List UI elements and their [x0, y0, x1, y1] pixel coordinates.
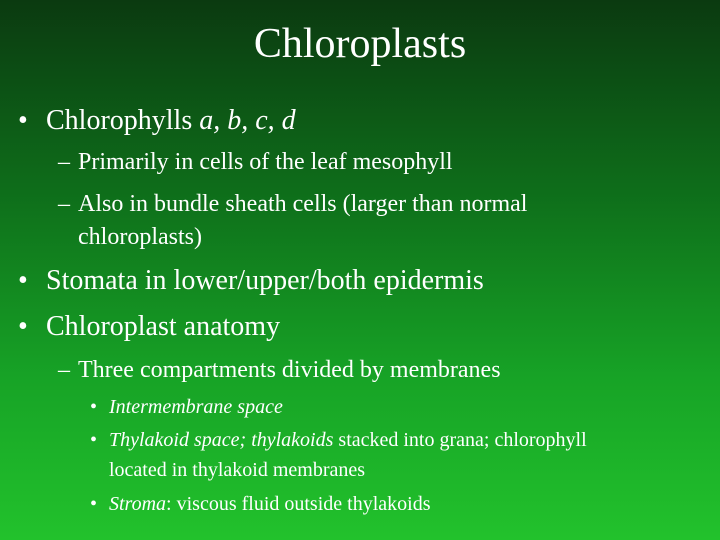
sub-sub-bullet-italic-text: Thylakoid space; thylakoids	[109, 429, 334, 451]
slide-title: Chloroplasts	[253, 21, 467, 67]
bullet-text: Chlorophylls	[46, 105, 200, 136]
sub-bullet-text: chloroplasts)	[78, 224, 202, 250]
bullet-marker: •	[18, 265, 28, 296]
sub-sub-bullet-intermembrane	[90, 394, 283, 420]
bullet-chloroplast-anatomy	[18, 310, 280, 344]
sub-bullet-bundle-sheath-continued	[78, 222, 202, 252]
sub-bullet-bundle-sheath	[58, 189, 527, 219]
sub-sub-bullet-stroma	[90, 491, 430, 517]
sub-bullet-compartments	[58, 355, 501, 385]
bullet-marker: •	[90, 493, 98, 515]
bullet-marker: •	[18, 105, 28, 136]
sub-sub-bullet-italic-text: Stroma	[109, 493, 167, 515]
bullet-text: Stomata in lower/upper/both epidermis	[46, 265, 484, 296]
sub-sub-bullet-text: located in thylakoid membranes	[109, 459, 366, 481]
sub-sub-bullet-italic-text: Intermembrane space	[109, 396, 283, 418]
sub-bullet-text: Also in bundle sheath cells (larger than normal	[78, 191, 528, 217]
bullet-italic-text: a, b, c, d	[199, 105, 296, 136]
sub-bullet-mesophyll	[58, 147, 453, 177]
bullet-text: Chloroplast anatomy	[46, 311, 281, 342]
bullet-chlorophylls	[18, 104, 296, 138]
dash-marker: –	[58, 357, 70, 383]
sub-sub-bullet-thylakoid	[90, 427, 587, 453]
bullet-marker: •	[90, 396, 98, 418]
dash-marker: –	[58, 191, 70, 217]
dash-marker: –	[58, 149, 70, 175]
bullet-marker: •	[90, 429, 98, 451]
sub-sub-bullet-text: stacked into grana; chlorophyll	[333, 429, 587, 451]
sub-bullet-text: Primarily in cells of the leaf mesophyll	[78, 149, 453, 175]
bullet-stomata	[18, 264, 484, 298]
sub-sub-bullet-thylakoid-continued	[109, 457, 365, 483]
bullet-marker: •	[18, 311, 28, 342]
sub-bullet-text: Three compartments divided by membranes	[78, 357, 501, 383]
sub-sub-bullet-text: : viscous fluid outside thylakoids	[166, 493, 431, 515]
